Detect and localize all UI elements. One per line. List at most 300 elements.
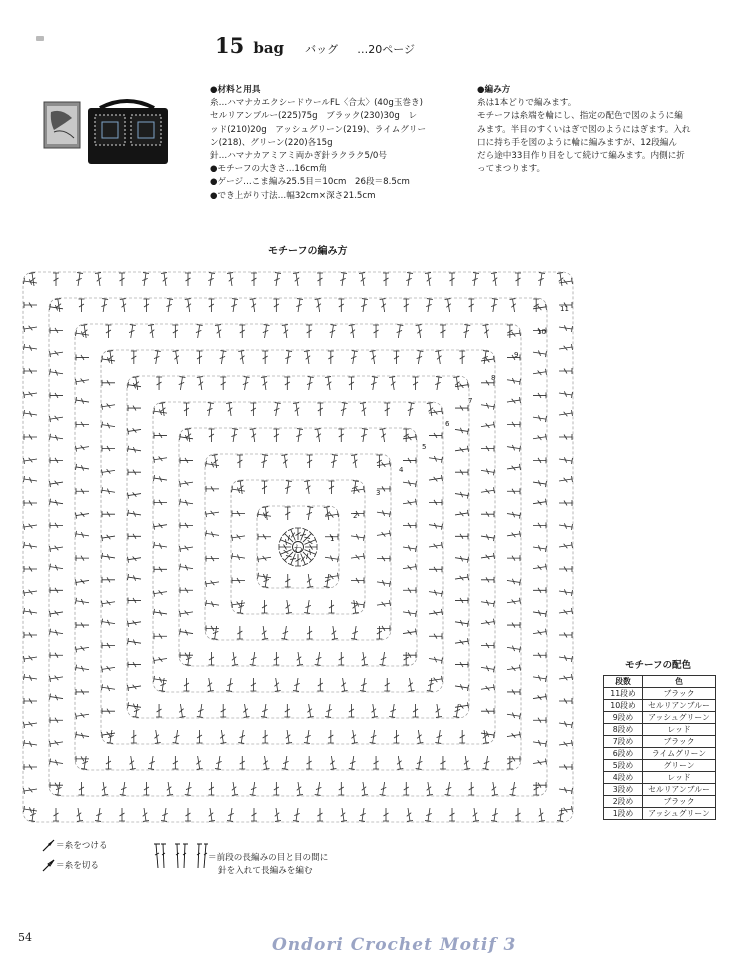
method-line: みます。半目のすくいはぎで図のようにはぎます。入れ [477, 124, 691, 135]
stitch-symbol [250, 652, 257, 665]
stitch-symbol [507, 689, 520, 695]
color-table [603, 675, 716, 820]
color-table-title: モチーフの配色 [625, 660, 692, 671]
stitch-symbol [351, 626, 358, 639]
stitch-symbol [275, 808, 281, 821]
materials-heading: ●材料と用具 [210, 85, 261, 95]
stitch-symbol [507, 756, 513, 769]
stitch-symbol [559, 434, 572, 440]
round-cell: 6段め [604, 748, 643, 760]
stitch-symbol [468, 299, 474, 312]
stitch-symbol [533, 717, 546, 723]
stitch-symbol [50, 587, 63, 593]
stitch-symbol [481, 600, 494, 607]
round-number-label: 1 [330, 535, 335, 543]
stitch-symbol [507, 756, 520, 762]
stitch-symbol [481, 619, 494, 625]
stitch-symbol [128, 510, 141, 517]
stitch-symbol [492, 782, 498, 795]
stitch-symbol [197, 704, 204, 717]
stitch-symbol [227, 808, 234, 821]
stitch-symbol [440, 325, 446, 338]
stitch-symbol [533, 457, 546, 463]
stitch-symbol [50, 611, 63, 617]
stitch-symbol [24, 764, 37, 770]
stitch-symbol [232, 511, 245, 517]
stitch-symbol [128, 685, 141, 691]
table-row [604, 700, 716, 712]
stitch-symbol [306, 325, 312, 338]
stitch-symbol [455, 533, 468, 539]
stitch-symbol [50, 522, 63, 528]
stitch-symbol [206, 556, 219, 562]
stitch-symbol [348, 704, 354, 717]
stitch-symbol [50, 434, 63, 441]
stitch-symbol [403, 782, 409, 795]
stitch-symbol [262, 481, 268, 494]
stitch-symbol [384, 403, 390, 416]
stitch-symbol [129, 325, 136, 338]
stitch-symbol [273, 429, 279, 442]
method-line: だら途中33目作り目をして続けて編みます。内側に折 [477, 151, 685, 162]
bag-photo [42, 98, 170, 174]
stitch-symbol [510, 299, 516, 312]
stitch-symbol [464, 756, 470, 769]
stitch-symbol [102, 356, 115, 363]
stitch-symbol [197, 377, 203, 390]
stitch-symbol [24, 542, 37, 549]
stitch-symbol [206, 461, 219, 468]
stitch-symbol [206, 581, 219, 587]
stitch-symbol [455, 620, 468, 627]
stitch-symbol [238, 351, 244, 364]
stitch-symbol [285, 481, 292, 494]
stitch-symbol [258, 573, 271, 580]
stitch-symbol [131, 730, 137, 743]
stitch-symbol [533, 480, 546, 487]
stitch-symbol [76, 445, 89, 451]
stitch-symbol [538, 273, 545, 286]
stitch-symbol [50, 546, 63, 552]
stitch-symbol [120, 299, 126, 312]
stitch-symbol [376, 455, 382, 468]
stitch-symbol [101, 299, 108, 312]
stitch-symbol [317, 678, 323, 691]
stitch-symbol [338, 782, 344, 795]
stitch-symbol [50, 351, 63, 357]
stitch-symbol [76, 273, 83, 286]
round-number-label: 2 [353, 512, 358, 520]
stitch-symbol [338, 652, 344, 665]
stitch-symbol [24, 566, 37, 572]
stitch-symbol [102, 577, 115, 583]
stitch-symbol [185, 808, 191, 821]
stitch-symbol [407, 808, 413, 821]
stitch-symbol [459, 351, 465, 364]
stitch-symbol [119, 808, 125, 821]
stitch-symbol [429, 456, 442, 463]
stitch-symbol [180, 587, 193, 593]
materials-line: ッド(210)20g アッシュグリーン(219)、ライムグリー [210, 124, 427, 135]
stitch-symbol [288, 528, 295, 540]
stitch-symbol [403, 652, 416, 658]
table-row [604, 760, 716, 772]
stitch-symbol [24, 806, 37, 813]
stitch-symbol [24, 500, 37, 506]
table-row [604, 712, 716, 724]
finished-size: ●でき上がり寸法…幅32cm×深さ21.5cm [210, 190, 376, 201]
stitch-symbol [76, 512, 89, 518]
stitch-symbol [349, 756, 356, 769]
stitch-symbol [455, 662, 468, 668]
stitch-symbol [425, 808, 432, 821]
stitch-symbol [559, 457, 572, 464]
stitch-symbol [304, 481, 310, 494]
stitch-symbol [284, 704, 290, 717]
stitch-symbol [102, 619, 115, 626]
stitch-symbol [533, 545, 546, 552]
stitch-symbol [215, 756, 222, 769]
stitch-symbol [95, 808, 102, 821]
round-number-label: 6 [445, 420, 450, 428]
stitch-symbol [24, 302, 37, 308]
stitch-symbol [293, 273, 299, 286]
stitch-symbol [206, 511, 219, 517]
round-number-label: 11 [560, 305, 569, 313]
stitch-symbol [445, 782, 452, 795]
attach-yarn-label: ＝糸をつける [56, 841, 108, 851]
stitch-symbol [282, 756, 289, 769]
stitch-symbol [24, 434, 37, 440]
color-table-header [604, 676, 716, 688]
table-row [604, 748, 716, 760]
stitch-symbol [324, 507, 330, 520]
stitch-symbol [429, 432, 442, 438]
materials-section [210, 84, 472, 203]
stitch-symbol [102, 708, 115, 714]
stitch-symbol [53, 273, 59, 286]
stitch-symbol [559, 410, 572, 416]
stitch-symbol [533, 434, 546, 440]
stitch-symbol [559, 391, 572, 398]
stitch-symbol [148, 325, 154, 338]
stitch-symbol [464, 325, 471, 338]
round-cell: 10段め [604, 700, 643, 712]
stitch-symbol [24, 458, 37, 464]
stitch-symbol [377, 556, 390, 562]
stitch-symbol [481, 577, 494, 583]
stitch-symbol [107, 351, 113, 364]
stitch-symbol [341, 403, 348, 416]
stitch-symbol [481, 731, 494, 738]
stitch-symbol [76, 598, 89, 605]
stitch-symbol [429, 566, 442, 572]
stitch-symbol [29, 273, 35, 286]
stitch-symbol [377, 600, 390, 606]
round-cell: 11段め [604, 688, 643, 700]
stitch-symbol [239, 325, 245, 338]
stitch-symbol [507, 330, 520, 336]
stitch-symbol [128, 469, 141, 475]
stitch-symbol [197, 351, 203, 364]
stitch-symbol [559, 740, 572, 746]
stitch-symbol [50, 741, 63, 747]
stitch-symbol [78, 782, 84, 795]
stitch-symbol [507, 325, 513, 338]
stitch-symbol [128, 574, 141, 581]
stitch-symbol [226, 403, 232, 416]
stitch-symbol [293, 808, 300, 821]
stitch-symbol [24, 368, 37, 374]
stitch-symbol [250, 678, 256, 691]
round-header: 段数 [604, 676, 643, 688]
stitch-symbol [78, 299, 84, 312]
stitch-symbol [304, 537, 316, 544]
stitch-symbol [455, 574, 468, 580]
stitch-symbol [215, 325, 221, 338]
method-line: 口に持ち手を図のように輪に編みますが、12段編ん [477, 137, 677, 148]
stitch-symbol [50, 676, 63, 682]
stitch-symbol [370, 351, 376, 364]
materials-line: 糸…ハマナカエクシードウールFL〈合太〉(40g玉巻き) [210, 98, 423, 109]
stitch-symbol [24, 476, 37, 483]
stitch-symbol [102, 782, 108, 795]
stitch-symbol [507, 579, 520, 586]
stitch-symbol [426, 299, 433, 312]
stitch-symbol [273, 652, 279, 665]
stitch-symbol [473, 808, 479, 821]
stitch-symbol [24, 632, 37, 638]
stitch-symbol [297, 782, 303, 795]
stitch-symbol [154, 499, 167, 505]
stitch-symbol [24, 740, 37, 747]
stitch-symbol [24, 278, 37, 285]
stitch-symbol [148, 756, 155, 769]
stitch-symbol [360, 403, 366, 416]
stitch-symbol [304, 730, 311, 743]
stitch-symbol [403, 434, 416, 440]
stitch-symbol [481, 684, 494, 690]
stitch-symbol [143, 782, 149, 795]
stitch-symbol [468, 782, 474, 795]
stitch-symbol [449, 273, 455, 286]
stitch-symbol [325, 377, 331, 390]
stitch-symbol [183, 678, 189, 691]
stitch-symbol [491, 299, 498, 312]
stitch-symbol [359, 808, 366, 821]
stitch-symbol [306, 756, 312, 769]
round-number-label: 3 [376, 489, 381, 497]
round-number-label: 9 [514, 351, 519, 359]
stitch-symbol [76, 622, 89, 628]
stitch-symbol [180, 564, 193, 571]
stitch-symbol [325, 573, 338, 579]
round-cell: 1段め [604, 808, 643, 820]
stitch-symbol [76, 421, 89, 427]
stitch-symbol [154, 730, 160, 743]
round-cell: 7段め [604, 736, 643, 748]
stitch-symbol [352, 481, 359, 494]
stitch-symbol [250, 403, 256, 416]
stitch-symbol [76, 354, 89, 360]
motif-chart [22, 266, 588, 831]
stitch-symbol [274, 403, 281, 416]
stitch-symbol [143, 299, 149, 312]
stitch-symbol [180, 522, 193, 528]
page-number: 54 [18, 931, 32, 944]
stitch-symbol [206, 530, 219, 537]
scan-mark [36, 36, 44, 41]
stitch-symbol [296, 429, 303, 442]
round-number-label: 10 [537, 328, 546, 336]
stitch-symbol [295, 554, 301, 566]
stitch-symbol [307, 574, 313, 587]
materials-line: セルリアンブルー(225)75g ブラック(230)30g レ [210, 111, 418, 122]
stitch-symbol [533, 564, 546, 570]
stitch-symbol [128, 662, 141, 668]
stitch-symbol [208, 273, 215, 286]
stitch-symbol [208, 678, 214, 691]
color-header: 色 [643, 676, 716, 688]
stitch-symbol [196, 325, 203, 338]
stitch-symbol [102, 732, 115, 738]
stitch-symbol [435, 351, 441, 364]
stitch-symbol [172, 325, 178, 338]
stitch-symbol [416, 325, 422, 338]
stitch-symbol [559, 655, 572, 662]
stitch-symbol [261, 704, 268, 717]
stitch-symbol [317, 403, 323, 416]
color-cell: アッシュグリーン [643, 712, 716, 724]
stitch-symbol [24, 674, 37, 681]
stitch-symbol [279, 544, 291, 550]
stitch-symbol [380, 652, 387, 665]
stitch-symbol [232, 535, 245, 541]
stitch-symbol [263, 756, 269, 769]
color-cell: アッシュグリーン [643, 808, 716, 820]
stitch-symbol [533, 499, 546, 505]
round-cell: 3段め [604, 784, 643, 796]
stitch-symbol [50, 629, 63, 636]
stitch-symbol [208, 652, 214, 665]
stitch-symbol [142, 273, 149, 286]
stitch-symbol [262, 351, 268, 364]
stitch-symbol [128, 702, 141, 709]
stitch-symbol [383, 273, 389, 286]
stitch-symbol [185, 299, 191, 312]
stitch-symbol [351, 534, 364, 541]
color-cell: レッド [643, 772, 716, 784]
stitch-symbol [261, 377, 267, 390]
stitch-symbol [212, 455, 218, 468]
stitch-symbol [403, 545, 416, 552]
stitch-symbol [481, 403, 494, 410]
stitch-symbol [185, 782, 192, 795]
stitch-symbol [533, 694, 546, 700]
stitch-symbol [161, 273, 167, 286]
stitch-symbol [243, 377, 250, 390]
stitch-symbol [328, 351, 334, 364]
stitch-symbol [262, 730, 268, 743]
stitch-symbol [179, 377, 186, 390]
stitch-symbol [102, 511, 115, 517]
stitch-symbol [50, 481, 63, 487]
stitch-symbol [533, 304, 546, 310]
stitch-symbol [429, 542, 442, 548]
stitch-symbol [50, 499, 63, 506]
stitch-symbol [231, 429, 238, 442]
stitch-symbol [76, 665, 89, 672]
stitch-symbol [483, 325, 489, 338]
stitch-symbol [341, 808, 347, 821]
stitch-symbol [340, 273, 347, 286]
stitch-symbol [533, 415, 546, 422]
stitch-symbol [261, 455, 268, 468]
stitch-symbol [507, 488, 520, 494]
stitch-symbol [154, 566, 167, 572]
stitch-symbol [325, 556, 338, 563]
stitch-symbol [533, 587, 546, 593]
stitch-symbol [220, 730, 226, 743]
stitch-symbol [208, 429, 214, 442]
stitch-symbol [304, 600, 311, 613]
color-cell: レッド [643, 724, 716, 736]
stitch-symbol [307, 455, 313, 468]
stitch-symbol [262, 626, 268, 639]
stitch-symbol [307, 704, 313, 717]
stitch-symbol [128, 428, 141, 434]
stitch-symbol [533, 629, 546, 635]
stitch-symbol [238, 730, 245, 743]
stitch-symbol [209, 808, 215, 821]
stitch-symbol [167, 782, 173, 795]
stitch-symbol [130, 756, 136, 769]
stitch-symbol [417, 351, 424, 364]
stitch-symbol [102, 446, 115, 452]
stitch-symbol [156, 704, 162, 717]
stitch-symbol [455, 428, 468, 435]
stitch-symbol [281, 626, 288, 639]
stitch-symbol [559, 476, 572, 482]
stitch-symbol [533, 392, 546, 398]
stitch-symbol [76, 732, 89, 739]
stitch-symbol [154, 475, 167, 482]
stitch-symbol [24, 590, 37, 596]
stitch-symbol [154, 542, 167, 549]
method-line: ってまつります。 [477, 164, 546, 175]
stitch-symbol [105, 756, 111, 769]
stitch-symbol [445, 299, 451, 312]
stitch-symbol [102, 535, 115, 541]
stitch-symbol [128, 405, 141, 411]
stitch-symbol [481, 708, 494, 714]
symbol-legend [40, 838, 370, 884]
stitch-symbol [507, 555, 520, 561]
stitch-symbol [24, 344, 37, 351]
stitch-symbol [380, 782, 387, 795]
stitch-symbol [50, 759, 63, 766]
stitch-symbol [143, 808, 149, 821]
stitch-symbol [154, 351, 161, 364]
pattern-japanese-name: バッグ [305, 43, 339, 56]
stitch-symbol [50, 392, 63, 398]
stitch-symbol [559, 764, 572, 770]
stitch-symbol [102, 553, 115, 560]
stitch-symbol [383, 808, 389, 821]
stitch-symbol [154, 457, 167, 463]
stitch-symbol [179, 704, 185, 717]
stitch-symbol [24, 326, 37, 332]
